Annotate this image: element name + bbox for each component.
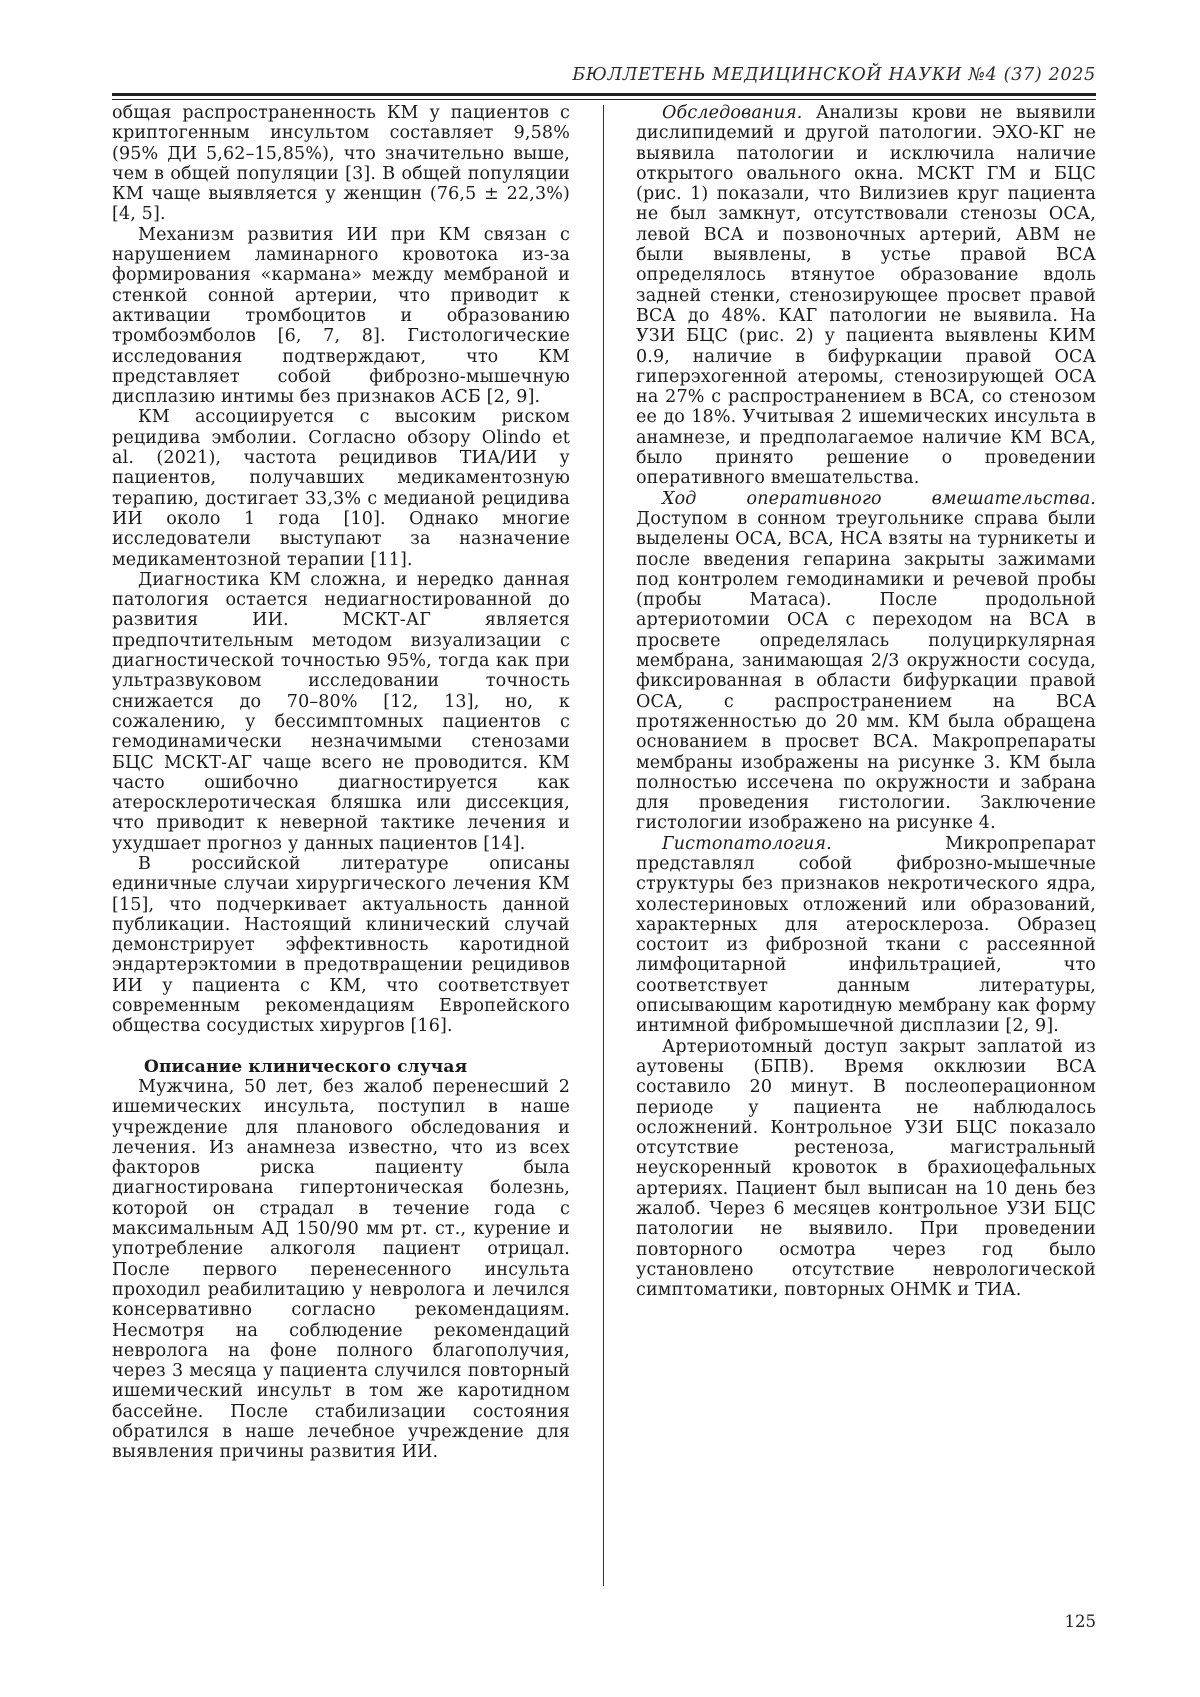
examinations-text: Анализы крови не выявили дислипидемий и другой патологии. ЭХО-КГ не выявила патологии и исключила наличие открытого овального окна. МСКТ ГМ и БЦС (рис. 1) показали, что Вилизиев круг пациента не был замкнут, отсутствовали стенозы ОСА, левой ВСА и позвоночных артерий, АВМ не были выявлены, в устье правой ВСА определялось втянутое образование вдоль задней стенки, стенозирующее просвет правой ВСА до 48%. КАГ патологии не выявила. На УЗИ БЦС (рис. 2) у пациента выявлены КИМ 0.9, наличие в бифуркации правой ОСА гиперэхогенной атеромы, стенозирующей ОСА на 27% с распространением в ВСА, со стенозом ее до 18%. Учитывая 2 ишемических инсульта в анамнезе, и предполагаемое наличие КМ ВСА, было принято решение о проведении оперативного вмешательства. [636,103,1096,489]
paragraph-patient-history: Мужчина, 50 лет, без жалоб перенесший 2 ишемических инсульта, поступил в наше учреждение для планового обследования и лечения. Из анамнеза известно, что из всех факторов риска пациенту была диагностирована гипертоническая болезнь, которой он страдал в течение года с максимальным АД 150/90 мм рт. ст., курение и употребление алкоголя пациент отрицал. После первого перенесенного инсульта проходил реабилитацию у невролога и лечился консервативно согласно рекомендациям. Несмотря на соблюдение рекомендаций невролога на фоне полного благополучия, через 3 месяца у пациента случился повторный ишемический инсульт в том же каротидном бассейне. После стабилизации состояния обратился в наше лечебное учреждение для выявления причины развития ИИ. [112,1076,570,1463]
paragraph-examinations [636,103,1096,489]
run-in-histopathology: Гистопатология. [662,833,832,854]
journal-header: БЮЛЛЕТЕНЬ МЕДИЦИНСКОЙ НАУКИ №4 (37) 2025 [572,65,1096,85]
section-heading-case-description: Описание клинического случая [144,1056,468,1077]
run-in-surgery: Ход оперативного вмешательства. [662,488,1096,509]
paragraph-mechanism: Механизм развития ИИ при КМ связан с нарушением ламинарного кровотока из-за формирования «кармана» между мембраной и стенкой сонной артерии, что приводит к активации тромбоцитов и образованию тромбоэмболов [6, 7, 8]. Гистологические исследования подтверждают, что КМ представляет собой фиброзно-мышечную дисплазию интимы без признаков АСБ [2, 9]. [112,224,570,408]
paragraph-postoperative: Артериотомный доступ закрыт заплатой из аутовены (БПВ). Время окклюзии ВСА составило 20 минут. В послеоперационном периоде у пациента не наблюдалось осложнений. Контрольное УЗИ БЦС показало отсутствие рестеноза, магистральный неускоренный кровоток в брахиоцефальных артериях. Пациент был выписан на 10 день без жалоб. Через 6 месяцев контрольное УЗИ БЦС патологии не выявило. При проведении повторного осмотра через год было установлено отсутствие неврологической симптоматики, повторных ОНМК и ТИА. [636,1036,1096,1301]
surgery-text: Доступом в сонном треугольнике справа были выделены ОСА, ВСА, НСА взяты на турникеты и после введения гепарина закрыты зажимами под контролем гемодинамики и речевой пробы (пробы Матаса). После продольной артериотомии ОСА с переходом на ВСА в просвете определялась полуциркулярная мембрана, занимающая 2/3 окружности сосуда, фиксированная в области бифуркации правой ОСА, с распространением на ВСА протяженностью до 20 мм. КМ была обращена основанием в просвет ВСА. Макропрепараты мембраны изображены на рисунке 3. КМ была полностью иссечена по окружности и забрана для проведения гистологии. Заключение гистологии изображено на рисунке 4. [636,508,1096,834]
paragraph-surgery [636,489,1096,834]
paragraph-recurrence: КМ ассоциируется с высоким риском рецидива эмболии. Согласно обзору Olindo et al. (2021), частота рецидивов ТИА/ИИ у пациентов, получавших медикаментозную терапию, достигает 33,3% с медианой рецидива ИИ около 1 года [10]. Однако многие исследователи выступают за назначение медикаментозной терапии [11]. [112,407,570,570]
paragraph-diagnostics: Диагностика КМ сложна, и нередко данная патология остается недиагностированной до развития ИИ. МСКТ-АГ является предпочтительным методом визуализации с диагностической точностью 95%, тогда как при ультразвуковом исследовании точность снижается до 70–80% [12, 13], но, к сожалению, у бессимптомных пациентов с гемодинамически незначимыми стенозами БЦС МСКТ-АГ чаще всего не проводится. КМ часто ошибочно диагностируется как атеросклеротическая бляшка или диссекция, что приводит к неверной тактике лечения и ухудшает прогноз у данных пациентов [14]. [112,569,570,854]
header-rule-thin [112,99,1096,100]
histopathology-text: Микропрепарат представлял собой фиброзно-мышечные структуры без признаков некротического ядра, холестериновых отложений или образований, характерных для атеросклероза. Образец состоит из фиброзной ткани с рассеянной лимфоцитарной инфильтрацией, что соответствует данным литературы, описывающим каротидную мембрану как форму интимной фибромышечной дисплазии [2, 9]. [636,833,1096,1037]
left-column [112,103,570,1463]
run-in-examinations: Обследования. [662,103,803,123]
right-column [636,103,1096,1301]
header-rule-thick [112,93,1096,96]
paragraph-histopathology [636,834,1096,1037]
paragraph-prevalence: общая распространенность КМ у пациентов с криптогенным инсультом составляет 9,58% (95% ДИ 5,62–15,85%), что значительно выше, чем в общей популяции [3]. В общей популяции КМ чаще выявляется у женщин (76,5 ± 22,3%) [4, 5]. [112,103,570,225]
page-number: 125 [1064,1612,1096,1631]
column-divider [603,105,604,1586]
paragraph-russian-literature: В российской литературе описаны единичные случаи хирургического лечения КМ [15], что подчеркивает актуальность данной публикации. Настоящий клинический случай демонстрирует эффективность каротидной эндартерэктомии в предотвращении рецидивов ИИ у пациента с КМ, что соответствует современным рекомендациям Европейского общества сосудистых хирургов [16]. [112,853,570,1037]
